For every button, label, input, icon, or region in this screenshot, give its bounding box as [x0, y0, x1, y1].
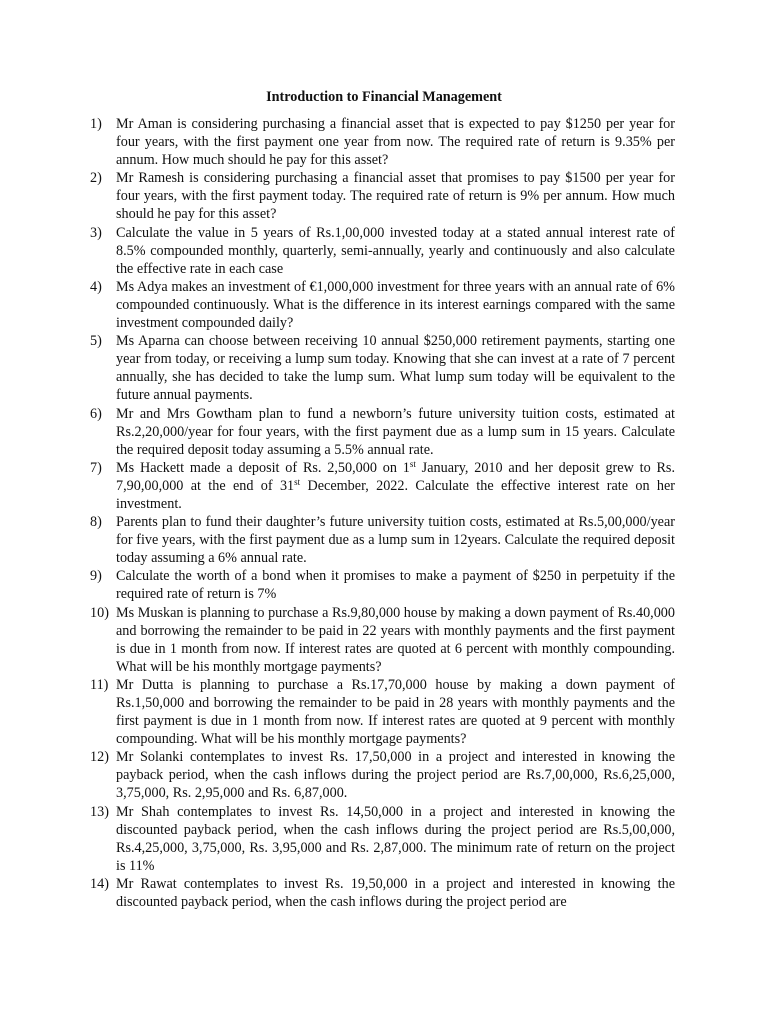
question-number: 3) [90, 224, 102, 241]
question-text-part: January, 2010 and her deposit grew to Rs. 7,90,00,000 at the end of 31 [116, 459, 675, 494]
question-number: 10) [90, 604, 109, 621]
question-item [90, 676, 675, 748]
question-text: Ms Adya makes an investment of €1,000,000 investment for three years with an annual rate of 6% compounded continuously. What is the difference in its interest earnings compared with the same investment compounded daily? [116, 278, 675, 332]
question-text: Ms Muskan is planning to purchase a Rs.9,80,000 house by making a down payment of Rs.40,000 and borrowing the remainder to be paid in 22 years with monthly payments and the first payment is due in 1 month from now. If interest rates are quoted at 6 percent with monthly compounding. What will be his monthly mortgage payments? [116, 604, 675, 675]
question-text: Parents plan to fund their daughter’s future university tuition costs, estimated at Rs.5,00,000/year for five years, with the first payment due as a lump sum in 12years. Calculate the required deposit today assuming a 6% annual rate. [116, 514, 675, 567]
question-item [90, 459, 675, 513]
question-item [90, 748, 675, 802]
question-number: 5) [90, 333, 102, 350]
question-text: Mr Rawat contemplates to invest Rs. 19,50,000 in a project and interested in knowing the discounted payback period, when the cash inflows during the project period are [116, 875, 675, 911]
ordinal-suffix: st [409, 458, 416, 469]
question-item [90, 405, 675, 459]
question-number: 9) [90, 568, 102, 585]
question-number: 14) [90, 875, 109, 892]
question-text: Mr Ramesh is considering purchasing a financial asset that promises to pay $1500 per year for four years, with the first payment today. The required rate of return is 9% per annum. How much should he pay for this asset? [116, 170, 675, 223]
question-text: Mr Dutta is planning to purchase a Rs.17,70,000 house by making a down payment of Rs.1,50,000 and borrowing the remainder to be paid in 28 years with monthly payments and the first payment is due in 1 month from now. If interest rates are quoted at 9 percent with monthly compounding. What will be his monthly mortgage payments? [116, 676, 675, 748]
question-text: Mr Shah contemplates to invest Rs. 14,50,000 in a project and interested in knowing the discounted payback period, when the cash inflows during the project period are Rs.5,00,000, Rs.4,25,000, 3,75,000, Rs. 3,95,000 and Rs. 2,87,000. The minimum rate of return on the project is 11% [116, 803, 675, 874]
question-item [90, 332, 675, 404]
question-text: Calculate the worth of a bond when it promises to make a payment of $250 in perpetuity if the required rate of return is 7% [116, 568, 675, 603]
question-item [90, 875, 675, 911]
question-number: 7) [90, 459, 102, 476]
question-text: Mr and Mrs Gowtham plan to fund a newborn’s future university tuition costs, estimated at Rs.2,20,000/year for four years, with the first payment due as a lump sum in 15 years. Calculate the required deposit today assuming a 5.5% annual rate. [116, 405, 675, 458]
question-item [90, 803, 675, 875]
question-number: 4) [90, 278, 102, 295]
question-number: 2) [90, 170, 102, 187]
question-number: 6) [90, 405, 102, 422]
question-text: Mr Aman is considering purchasing a financial asset that is expected to pay $1250 per year for four years, with the first payment one year from now. The required rate of return is 9.35% per annum. How much should he pay for this asset? [116, 116, 675, 169]
question-text-part: Ms Hackett made a deposit of Rs. 2,50,000 on 1 [116, 459, 410, 476]
question-number: 1) [90, 116, 102, 132]
question-item [90, 604, 675, 676]
question-text-part: December, 2022. Calculate the effective interest rate on her investment. [116, 477, 675, 512]
question-item [90, 224, 675, 278]
question-text: Calculate the value in 5 years of Rs.1,00,000 invested today at a stated annual interest rate of 8.5% compounded monthly, quarterly, semi-annually, yearly and continuously and also calculate the effective rate in each case [116, 224, 675, 277]
question-text: Ms Aparna can choose between receiving 10 annual $250,000 retirement payments, starting one year from today, or receiving a lump sum today. Knowing that she can invest at a rate of 7 percent annually, she has decided to take the lump sum. What lump sum today will be equivalent to the future annual payments. [116, 333, 675, 404]
question-item [90, 115, 675, 169]
question-number: 8) [90, 514, 102, 531]
question-item [90, 278, 675, 332]
ordinal-suffix: st [294, 476, 301, 487]
question-number: 13) [90, 803, 109, 820]
document-title: Introduction to Financial Management [266, 89, 502, 105]
question-item [90, 169, 675, 223]
question-text: Mr Solanki contemplates to invest Rs. 17,50,000 in a project and interested in knowing the payback period, when the cash inflows during the project period are Rs.7,00,000, Rs.6,25,000, 3,75,000, Rs. 2,95,000 and Rs. 6,87,000. [116, 749, 675, 802]
question-item [90, 513, 675, 567]
question-text [116, 459, 675, 513]
question-number: 11) [90, 676, 109, 693]
question-list [90, 115, 675, 911]
question-number: 12) [90, 749, 109, 766]
question-item [90, 567, 675, 603]
